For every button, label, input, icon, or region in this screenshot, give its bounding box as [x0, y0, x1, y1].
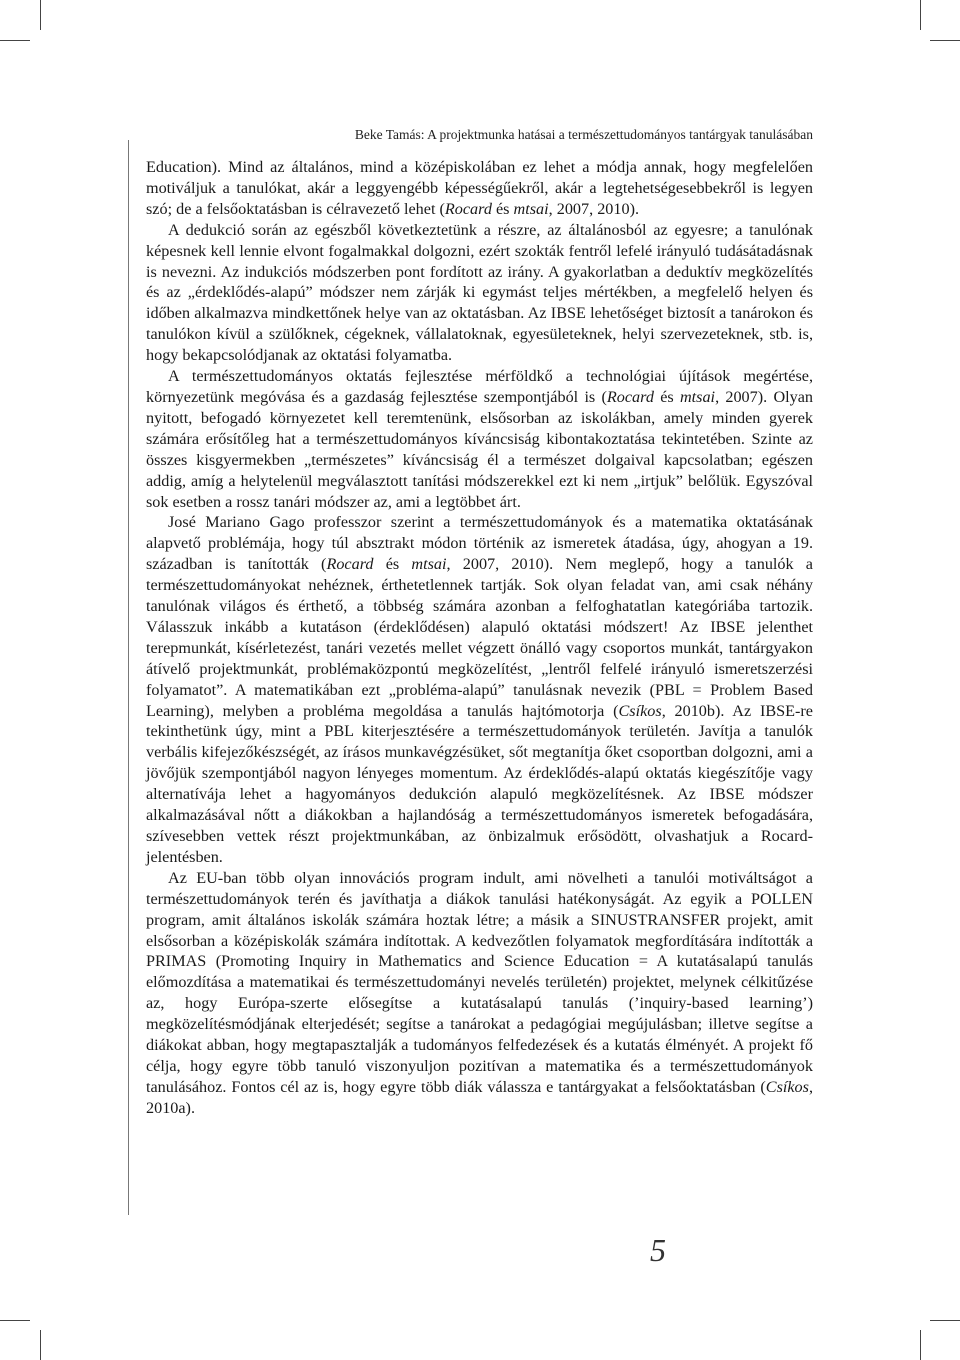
- citation-author: Csíkos: [618, 701, 662, 720]
- text-run: , 2007). Olyan nyitott, befogadó környezetet kell teremtenünk, elsősorban az iskolákban, amely minden gyerek számára erősítőleg hat a természettudományos kíváncsiság kibontakoztatása tekintetében. Szinte az összes kisgyermekben „természetes” kíváncsiság él a természet dolgaival kapcsolatban; egészen addig, amíg a helytelenül megválasztott tanítási módszerekkel ezt ki nem „irtjuk” belőlük. Egyszóval sok esetben a rossz tanári módszer az, ami a legtöbbet árt.: [146, 387, 813, 511]
- crop-mark-top-right-horizontal: [930, 40, 960, 41]
- paragraph-3: [146, 366, 813, 512]
- crop-mark-bottom-left-horizontal: [0, 1320, 30, 1321]
- text-run: , 2007, 2010).: [548, 199, 639, 218]
- crop-mark-top-left-horizontal: [0, 40, 30, 41]
- margin-rule: [128, 140, 129, 1215]
- text-run: José Mariano Gago professzor szerint a természettudományok és a matematika oktatásának alapvető problémája, hogy túl absztrakt módon történik az ismeretek átadása, úgy, ahogyan a 19. században is tanították (: [146, 513, 813, 574]
- text-run: és: [373, 555, 412, 574]
- paragraph-1: [146, 157, 813, 220]
- text-run: Education). Mind az általános, mind a középiskolában ez lehet a módja annak, hogy megfelelően motiváljuk a tanulókat, akár a leggyengébb képességűekről, akár a legtehetségesebbekről is legyen szó; de a felsőoktatásban is célravezető lehet (: [146, 158, 813, 218]
- citation-author: Rocard: [444, 199, 492, 218]
- text-run: , 2007, 2010). Nem meglepő, hogy a tanulók a természettudományokat nehéznek, érthetetlennek tartják. Sok olyan feladat van, ami csak néhány tanulónak világos és érthető, a többség számára azonban a felfoghatatlan kategóriába tartozik. Válasszuk inkább a kutatáson (érdeklődésen) alapuló oktatási módszert! Az IBSE jelenthet terepmunkát, kísérletezést, tanári vezetés mellet végzett önálló vagy csoportos munkát, tantárgyakon átívelő projektmunkát, problémaközpontú megközelítést, „lentről felfelé irányuló ismeretszerzési folyamatot”. A matematikában ezt „probléma-alapú” tanulásnak nevezik (PBL = Problem Based Learning), melyben a probléma megoldása a tanulás hajtómotorja (: [146, 555, 813, 720]
- crop-mark-bottom-left-vertical: [40, 1330, 41, 1360]
- text-run: , 2010b). Az IBSE-re tekinthetünk úgy, mint a PBL kiterjesztésére a természettudományok területén. Javítja a tanulók verbális kifejezőkészségét, az írásos munkavégzésüket, sőt megtanítja őket csoportban dolgozni, ami a jövőjük szempontjából nagyon lényeges momentum. Az érdeklődés-alapú oktatás kiegészítője vagy alternatívája lehet a hagyományos dedukción alapuló megközelítésnek. Az IBSE módszer alkalmazásával nőtt a diákokban a hajlandóság a természettudományos ismeretek befogadására, szívesebben vettek részt projektmunkában, az önbizalmuk erősödött, olvashatjuk a Rocard-jelentésben.: [146, 701, 813, 866]
- text-run: és: [653, 387, 680, 406]
- crop-mark-top-left-vertical: [40, 0, 41, 30]
- crop-mark-bottom-right-horizontal: [930, 1320, 960, 1321]
- text-run: A dedukció során az egészből következtetünk a részre, az általánosból az egyesre; a tanulónak képesnek kell lennie elvont fogalmakkal dolgozni, ezért szokták fentről lefelé irányuló tudásátadásnak is nevezni. Az indukciós módszerben pont fordított az irány. A gyakorlatban a deduktív megközelítés és az „érdeklődés-alapú” módszer nem zárják ki egymást teljes mértékben, a megfelelő helyen és időben alkalmazva mindkettőnek helye van az oktatásban. Az IBSE lehetőséget biztosít a tanárokon és tanulókon kívül a szülőknek, cégeknek, vállalatoknak, egyesületeknek, helyi szervezeteknek, stb. is, hogy bekapcsolódjanak az oktatási folyamatba.: [146, 220, 813, 365]
- paragraph-5: [146, 868, 813, 1119]
- page-number: 5: [650, 1232, 666, 1268]
- text-run: , 2010a).: [146, 1077, 813, 1117]
- citation-etal: mtsai: [411, 555, 447, 574]
- paragraph-4: [146, 512, 813, 867]
- text-run: és: [491, 199, 514, 218]
- paragraph-2: [146, 220, 813, 366]
- crop-mark-top-right-vertical: [920, 0, 921, 30]
- article-body: [146, 157, 813, 1119]
- citation-author: Rocard: [326, 555, 374, 574]
- citation-author: Csíkos: [765, 1077, 809, 1096]
- text-run: A természettudományos oktatás fejlesztése mérföldkő a technológiai újítások megértése, környezetünk megóvása és a gazdaság fejlesztése szempontjából is (: [146, 367, 813, 406]
- crop-mark-bottom-right-vertical: [920, 1330, 921, 1360]
- running-header: Beke Tamás: A projektmunka hatásai a természettudományos tantárgyak tanulásában: [354, 127, 813, 142]
- citation-etal: mtsai: [513, 199, 549, 218]
- citation-etal: mtsai: [679, 387, 716, 406]
- citation-author: Rocard: [606, 387, 654, 406]
- text-run: Az EU-ban több olyan innovációs program indult, ami növelheti a tanulói motiváltságot a természettudományok terén és javíthatja a diákok tanulási hatékonyságát. Az egyik a POLLEN program, amit általános iskolák számára hoztak létre; a másik a SINUSTRANSFER projekt, amit elsősorban a középiskolák számára indítottak. A kedvezőtlen folyamatok megfordítására indították a PRIMAS (Promoting Inquiry in Mathematics and Science Education = A kutatásalapú tanulás előmozdítása a matematikai és természettudományi nevelés területén) projektet, melynek célkitűzése az, hogy Európa-szerte elősegítse a kutatásalapú tanulás (’inquiry-based learning’) megközelítésmódjának elterjedését; segítse a tanárokat a pedagógiai megújulásban; illetve segítse a diákokat abban, hogy megtapasztalják a tudományos felfedezések és a kutatás élményét. A projekt fő célja, hogy egyre több tanuló viszonyuljon pozitívan a matematika és a természettudományok tanulásához. Fontos cél az is, hogy egyre több diák válassza e tantárgyakat a felsőoktatásban (: [146, 868, 813, 1096]
